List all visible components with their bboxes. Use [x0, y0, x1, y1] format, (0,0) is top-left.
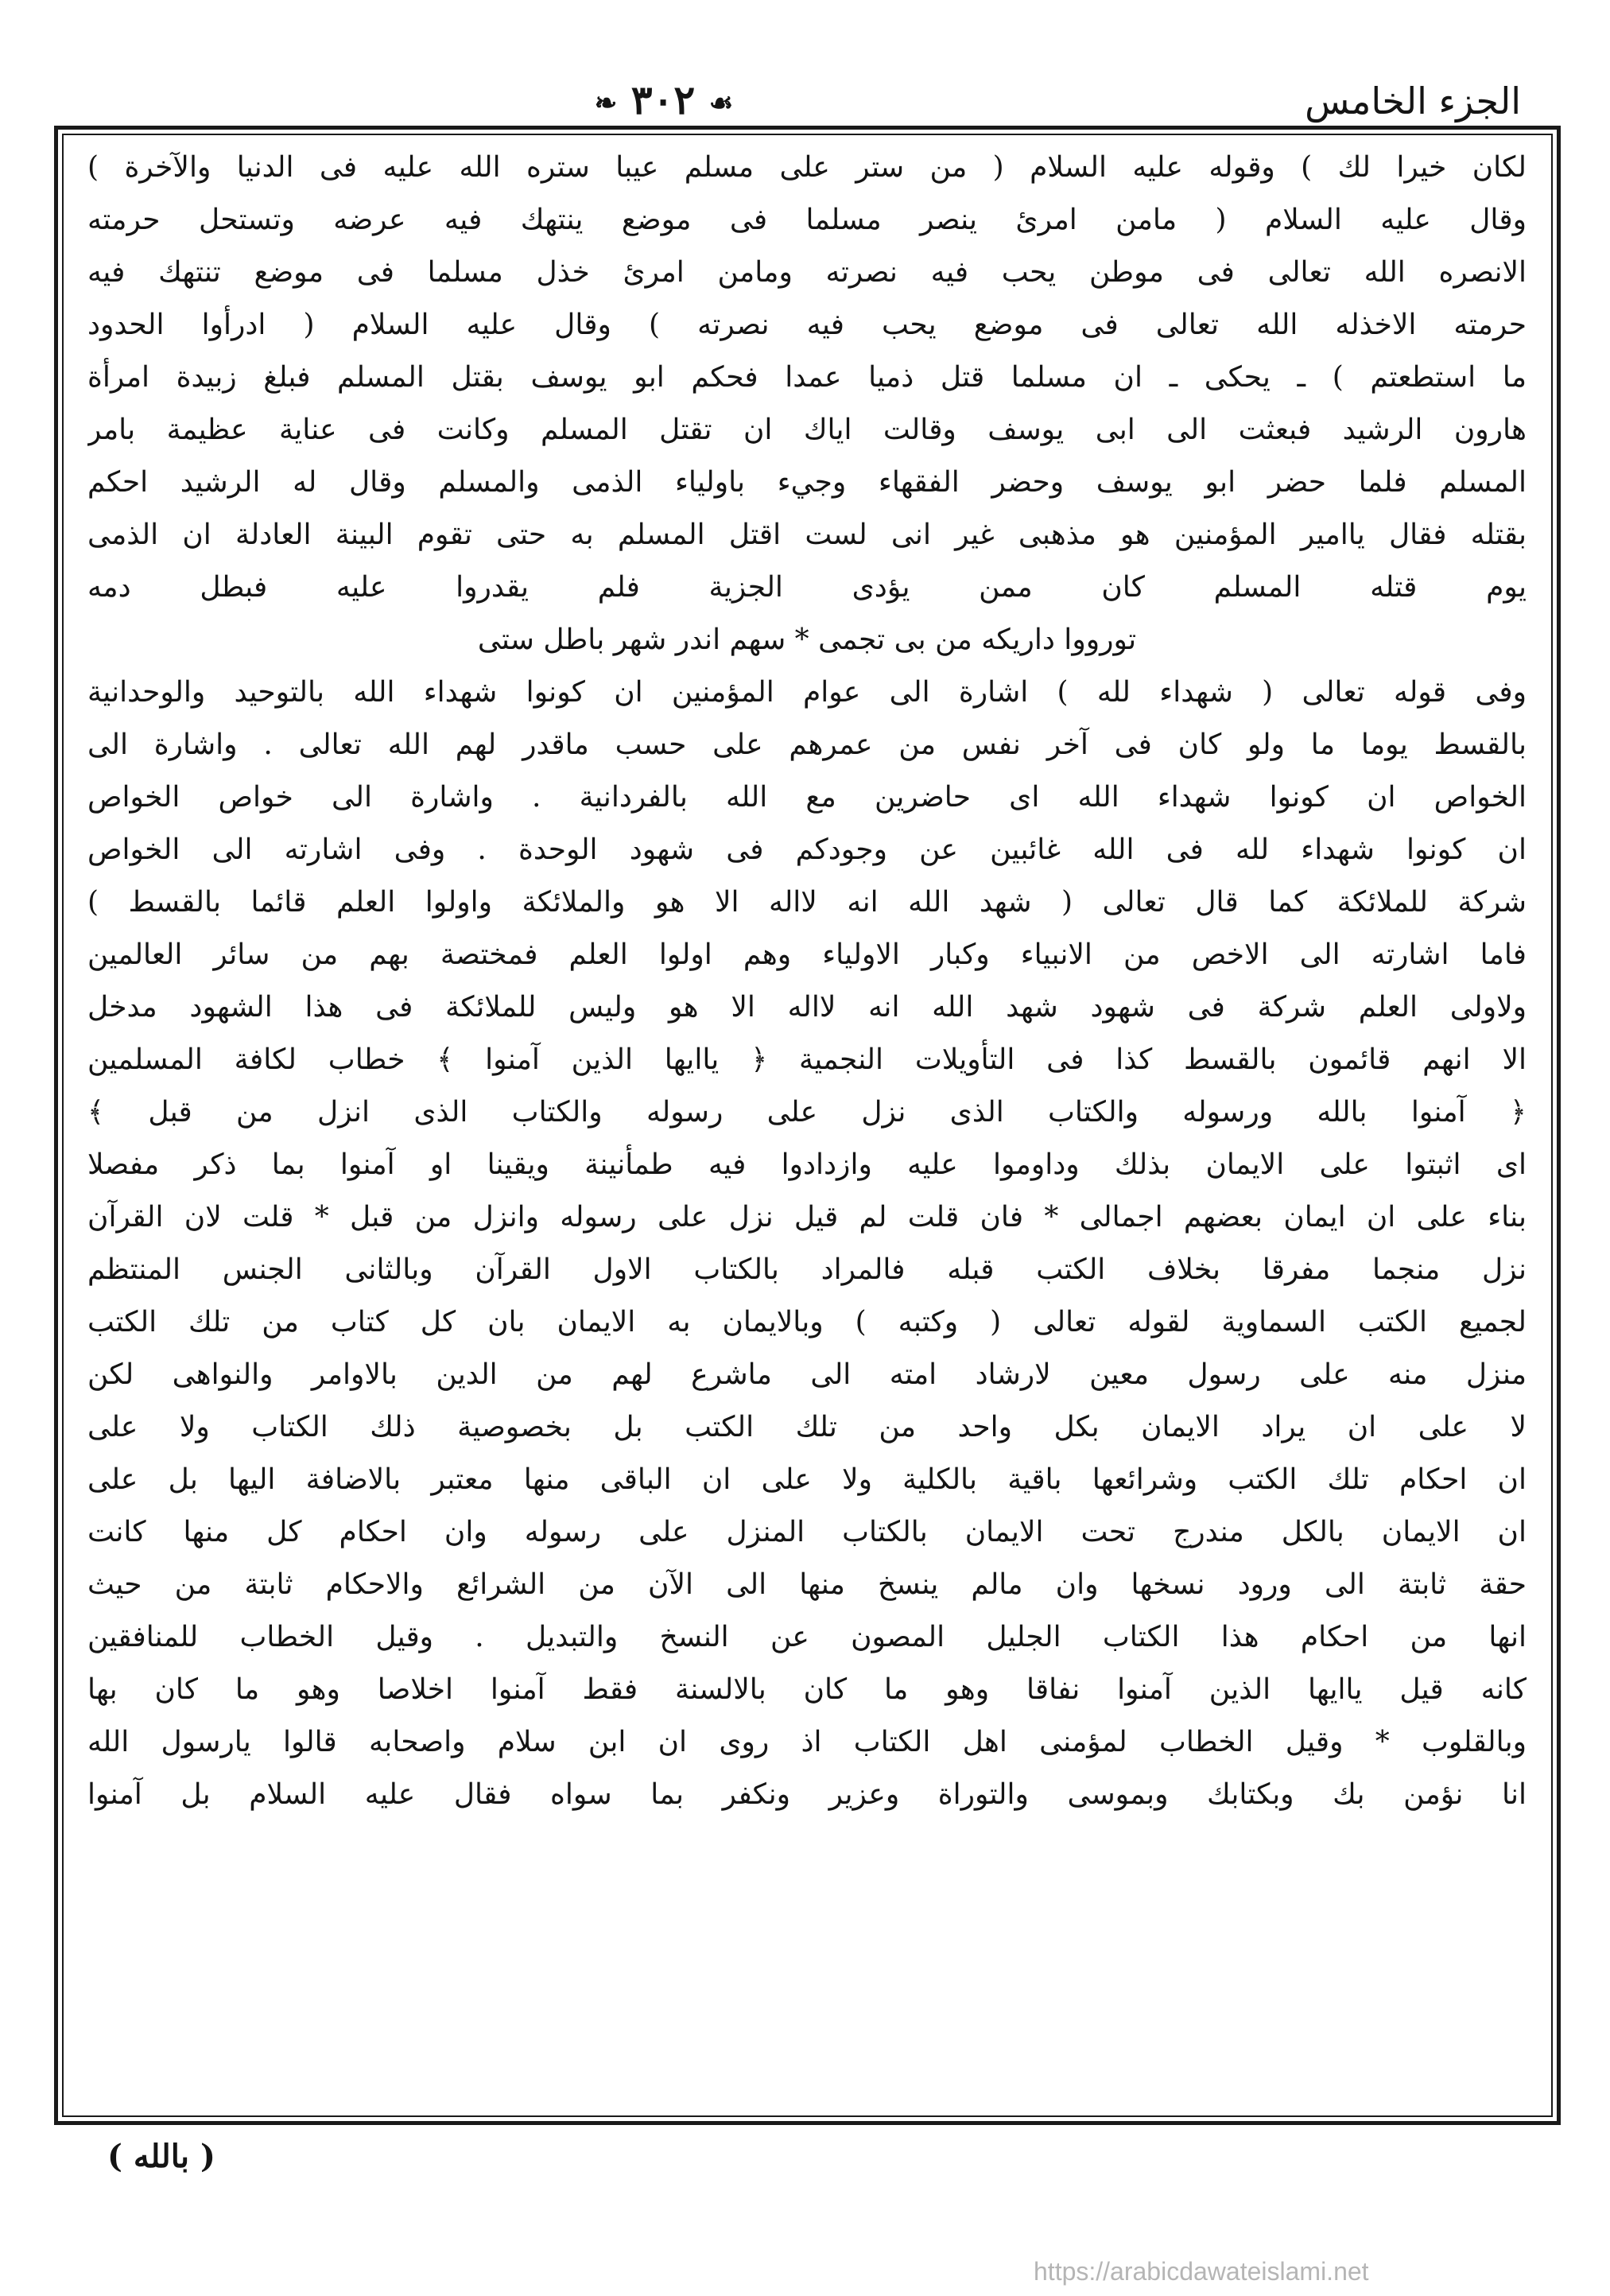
- text-line: لا على ان يراد الايمان بكل واحد من تلك الكتب بل بخصوصية ذلك الكتاب ولا على: [87, 1411, 1527, 1443]
- text-line: نزل منجما مفرقا بخلاف الكتب قبله فالمراد بالكتاب الاول القرآن وبالثانى الجنس المنتظم: [87, 1253, 1527, 1286]
- text-line: بالقسط يوما ما ولو كان فى آخر نفس من عمرهم على حسب ماقدر لهم الله تعالى . واشارة الى: [87, 728, 1527, 761]
- text-line: كانه قيل ياايها الذين آمنوا نفاقا وهو ما كان بالالسنة فقط آمنوا اخلاصا وهو ما كان بها: [87, 1673, 1527, 1706]
- text-line: يوم قتله المسلم كان ممن يؤدى الجزية فلم يقدروا عليه فبطل دمه: [87, 571, 1527, 604]
- text-block: [87, 142, 1527, 1821]
- text-line: فاما اشارته الى الاخص من الانبياء وكبار الاولياء وهم اولوا العلم فمختصة بهم من سائر العالمين: [87, 938, 1527, 971]
- verse-line: تورووا داريكه من بى تجمى * سهم اندر شهر باطل ستى: [477, 624, 1137, 656]
- text-line: الا انهم قائمون بالقسط كذا فى التأويلات النجمية ﴿ ياايها الذين آمنوا ﴾ خطاب لكافة المسلمين: [87, 1043, 1527, 1076]
- text-line: وفى قوله تعالى ( شهداء لله ) اشارة الى عوام المؤمنين ان كونوا شهداء الله بالتوحيد والوحدانية: [87, 676, 1527, 709]
- ornament-right-icon: ❧: [594, 87, 618, 119]
- text-line: وقال عليه السلام ( مامن امرئ ينصر مسلما فى موضع ينتهك فيه عرضه وتستحل حرمته: [87, 204, 1527, 236]
- text-line: بناء على ان ايمان بعضهم اجمالى * فان قلت لم قيل نزل على رسوله وانزل من قبل * قلت لان القرآن: [87, 1201, 1527, 1233]
- text-line: لجميع الكتب السماوية لقوله تعالى ( وكتبه ) وبالايمان به الايمان بان كل كتاب من تلك الكتب: [87, 1306, 1527, 1338]
- running-head: الجزء الخامس: [1305, 80, 1521, 122]
- text-line: بقتله فقال ياامير المؤمنين هو مذهبى غير انى لست اقتل المسلم به حتى تقوم البينة العادلة ان الذمى: [87, 519, 1527, 551]
- page-number: [572, 76, 755, 123]
- text-line: ما استطعتم ) ـ يحكى ـ ان مسلما قتل ذميا عمدا فحكم ابو يوسف بقتل المسلم فبلغ زبيدة امرأة: [87, 361, 1527, 394]
- text-line: الانصره الله تعالى فى موطن يحب فيه نصرته ومامن امرئ خذل مسلما فى موضع تنتهك فيه: [87, 256, 1527, 289]
- text-line: حقة ثابتة الى ورود نسخها وان مالم ينسخ منها الى الآن من الشرائع والاحكام ثابتة من حيث: [87, 1568, 1527, 1601]
- catchword: ( بالله ): [107, 2138, 215, 2175]
- text-line: ﴿ آمنوا بالله ورسوله والكتاب الذى نزل على رسوله والكتاب الذى انزل من قبل ﴾: [87, 1096, 1527, 1129]
- ornament-left-icon: ☙: [708, 87, 734, 119]
- text-line: هارون الرشيد فبعثت الى ابى يوسف وقالت اياك ان تقتل المسلم وكانت فى عناية عظيمة بامر: [87, 414, 1527, 446]
- text-line: انا نؤمن بك وبكتابك وبموسى والتوراة وعزير ونكفر بما سواه فقال عليه السلام بل آمنوا: [87, 1778, 1527, 1811]
- text-line: منزل منه على رسول معين لارشاد امته الى ماشرع لهم من الدين بالاوامر والنواهى لكن: [87, 1358, 1527, 1391]
- text-line: الخواص ان كونوا شهداء الله اى حاضرين مع الله بالفردانية . واشارة الى خواص الخواص: [87, 781, 1527, 814]
- text-line: ان الايمان بالكل مندرج تحت الايمان بالكتاب المنزل على رسوله وان احكام كل منها كانت: [87, 1516, 1527, 1548]
- text-line: ان احكام تلك الكتب وشرائعها باقية بالكلية ولا على ان الباقى منها معتبر بالاضافة اليها بل على: [87, 1463, 1527, 1496]
- watermark-link[interactable]: https://arabicdawateislami.net: [1034, 2257, 1369, 2286]
- text-line: ولاولى العلم شركة فى شهود شهد الله انه لااله الا هو وليس للملائكة فى هذا الشهود مدخل: [87, 991, 1527, 1024]
- text-line: المسلم فلما حضر ابو يوسف وحضر الفقهاء وجيء باولياء الذمى والمسلم وقال له الرشيد احكم: [87, 466, 1527, 499]
- text-line: انها من احكام هذا الكتاب الجليل المصون عن النسخ والتبديل . وقيل الخطاب للمنافقين: [87, 1621, 1527, 1653]
- text-line: اى اثبتوا على الايمان بذلك وداوموا عليه وازدادوا فيه طمأنينة ويقينا او آمنوا بما ذكر مفصلا: [87, 1148, 1527, 1181]
- text-line: لكان خيرا لك ) وقوله عليه السلام ( من ستر على مسلم عيبا ستره الله عليه فى الدنيا والآخرة ): [87, 151, 1527, 184]
- text-line: وبالقلوب * وقيل الخطاب لمؤمنى اهل الكتاب اذ روى ان ابن سلام واصحابه قالوا يارسول الله: [87, 1726, 1527, 1758]
- text-line: ان كونوا شهداء لله فى الله غائبين عن وجودكم فى شهود الوحدة . وفى اشارته الى الخواص: [87, 833, 1527, 866]
- text-line: حرمته الاخذله الله تعالى فى موضع يحب فيه نصرته ) وقال عليه السلام ( ادرأوا الحدود: [87, 309, 1527, 341]
- page-number-value: ٣٠٢: [630, 76, 696, 123]
- text-line: شركة للملائكة كما قال تعالى ( شهد الله انه لااله الا هو والملائكة واولوا العلم قائما بالقسط ): [87, 886, 1527, 919]
